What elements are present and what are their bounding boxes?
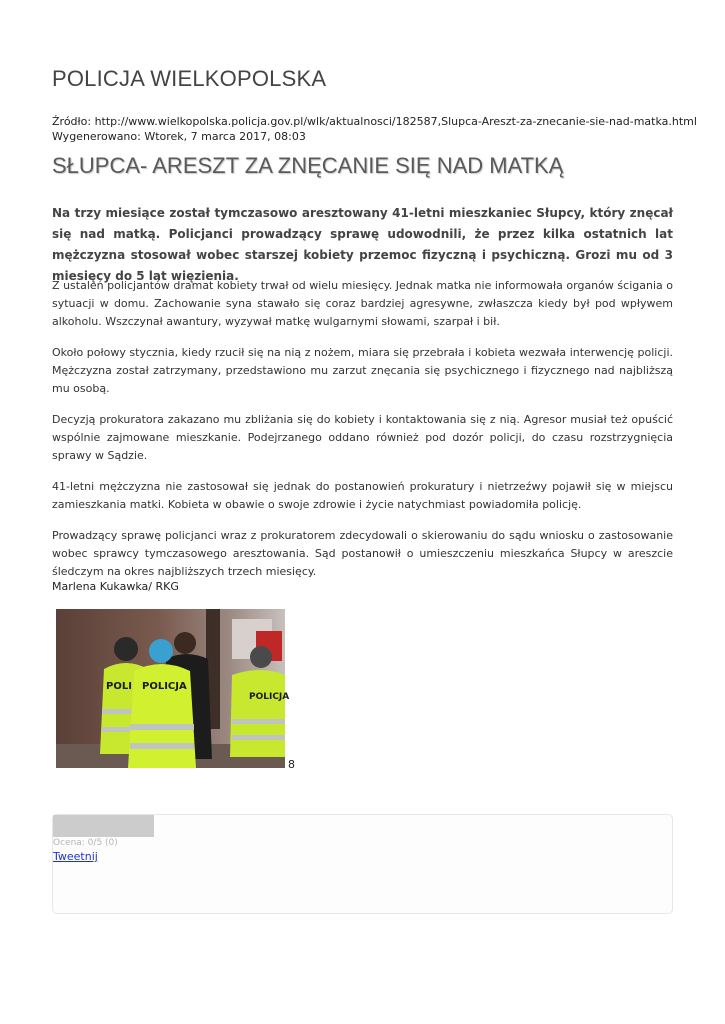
article-title: SŁUPCA- ARESZT ZA ZNĘCANIE SIĘ NAD MATKĄ (52, 153, 564, 178)
vest-text-center: POLICJA (142, 681, 187, 692)
article-paragraph: 41-letni mężczyzna nie zastosował się jednak do postanowień prokuratury i nietrzeźwy pojawił się w miejscu zamieszkania matki. Kobieta w obawie o swoje zdrowie i życie natychmiast powiadomiła policję. (52, 480, 673, 511)
vest-text-right: POLICJA (249, 692, 290, 702)
site-title: POLICJA WIELKOPOLSKA (52, 66, 327, 91)
article-photo[interactable] (56, 609, 290, 768)
vest-text-left: POLI (106, 681, 132, 692)
generated-date: Wygenerowano: Wtorek, 7 marca 2017, 08:03 (52, 130, 306, 143)
photo-count: 8 (288, 758, 295, 771)
article-author: Marlena Kukawka/ RKG (52, 580, 179, 593)
rating-text: Ocena: 0/5 (0) (53, 838, 118, 848)
article-body (52, 277, 673, 594)
source-url: Źródło: http://www.wielkopolska.policja.gov.pl/wlk/aktualnosci/182587,Slupca-Areszt-za-znecanie-sie-nad-matka.html (52, 115, 697, 128)
rating-box (52, 814, 673, 914)
article-paragraph: Około połowy stycznia, kiedy rzucił się na nią z nożem, miara się przebrała i kobieta wezwała interwencję policji. Mężczyzna został zatrzymany, przedstawiono mu zarzut znęcania się psychicznego i fizycznego nad najbliższą mu osobą. (52, 346, 673, 395)
article-paragraph: Decyzją prokuratora zakazano mu zbliżania się do kobiety i kontaktowania się z nią. Agresor musiał też opuścić wspólnie zajmowane mieszkanie. Podejrzanego oddano również pod dozór policji, do czasu rozstrzygnięcia sprawy w Sądzie. (52, 413, 673, 462)
tweet-link[interactable]: Tweetnij (53, 850, 98, 863)
rating-stars-bar[interactable] (53, 815, 154, 837)
article-paragraph: Z ustaleń policjantów dramat kobiety trwał od wielu miesięcy. Jednak matka nie informowała organów ścigania o sytuacji w domu. Zachowanie syna stawało się coraz bardziej agresywne, zwłaszcza kiedy był pod wpływem alkoholu. Wszczynał awantury, wyzywał matkę wulgarnymi słowami, szarpał i bił. (52, 279, 673, 328)
article-lead: Na trzy miesiące został tymczasowo aresztowany 41-letni mieszkaniec Słupcy, który znęcał się nad matką. Policjanci prowadzący sprawę udowodnili, że przez kilka ostatnich lat mężczyzna stosował wobec starszej kobiety przemoc fizyczną i psychiczną. Grozi mu od 3 miesięcy do 5 lat więzienia. (52, 206, 673, 283)
article-paragraph: Prowadzący sprawę policjanci wraz z prokuratorem zdecydowali o skierowaniu do sądu wniosku o zastosowanie wobec sprawcy tymczasowego aresztowania. Sąd postanowił o umieszczeniu mieszkańca Słupcy w areszcie śledczym na okres najbliższych trzech miesięcy. (52, 529, 673, 578)
source-meta (52, 114, 697, 144)
police-officers-photo (56, 609, 290, 768)
